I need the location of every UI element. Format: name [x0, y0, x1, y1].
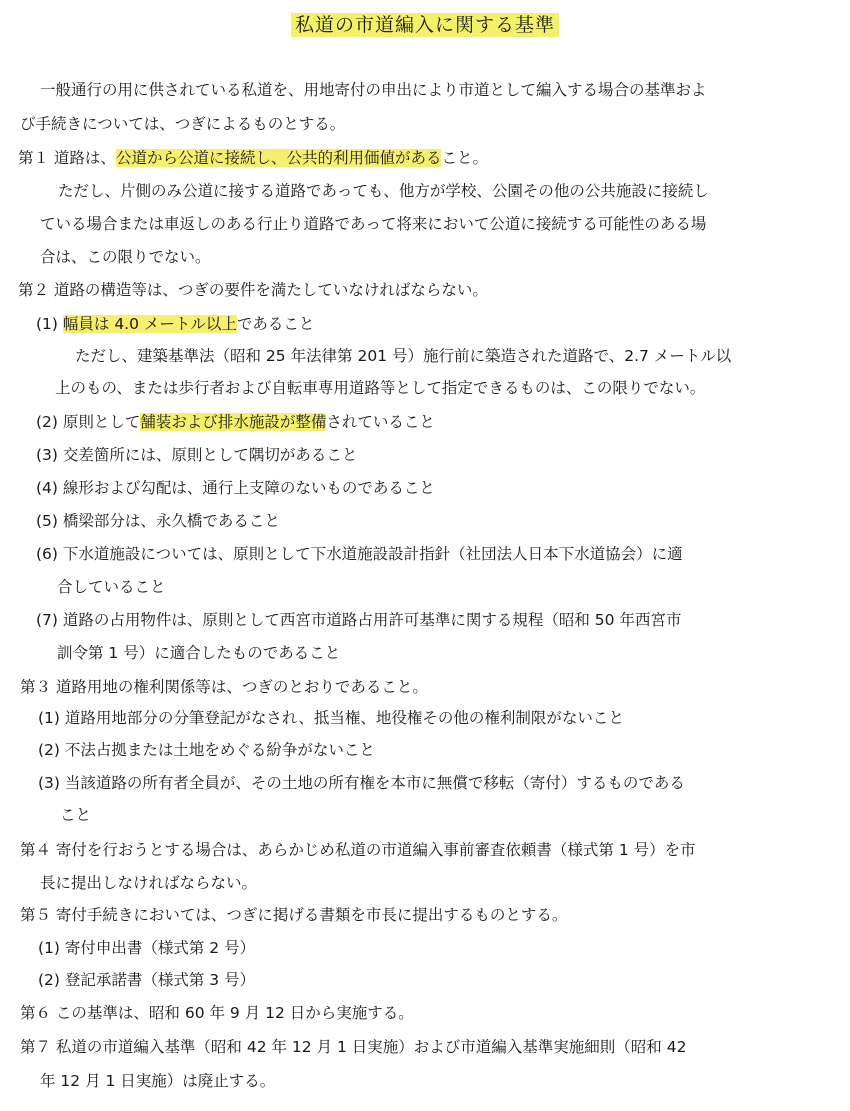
item-1-number: (1)	[36, 315, 63, 333]
article-2-item-1-note-2: 上のもの、または歩行者および自転車専用道路等として指定できるものは、この限りでない。	[55, 379, 706, 397]
article-6: 第６ この基準は、昭和 60 年 9 月 12 日から実施する。	[20, 1004, 414, 1022]
item-1-highlight: 幅員は 4.0 メートル以上	[62, 315, 237, 333]
article-1-suffix: こと。	[441, 149, 488, 167]
article-3-item-3-line-1: (3) 当該道路の所有者全員が、その土地の所有権を本市に無償で移転（寄付）するものである	[38, 774, 685, 792]
article-1	[18, 148, 488, 168]
article-7-line-2: 年 12 月 1 日実施）は廃止する。	[40, 1072, 276, 1090]
article-2-item-5: (5) 橋梁部分は、永久橋であること	[36, 512, 280, 530]
item-2-highlight: 舗装および排水施設が整備	[140, 413, 327, 431]
article-2-item-7-line-1: (7) 道路の占用物件は、原則として西宮市道路占用許可基準に関する規程（昭和 50 年西宮市	[36, 611, 682, 629]
article-1-proviso-line-3: 合は、この限りでない。	[40, 248, 211, 266]
article-3-item-3-line-2: こと	[60, 806, 92, 824]
article-5-heading: 第５ 寄付手続きにおいては、つぎに掲げる書類を市長に提出するものとする。	[20, 906, 568, 924]
article-3-heading: 第３ 道路用地の権利関係等は、つぎのとおりであること。	[20, 678, 428, 696]
article-5-item-2: (2) 登記承諾書（様式第 3 号）	[38, 971, 256, 989]
item-2-prefix: (2) 原則として	[36, 413, 141, 431]
article-2-item-4: (4) 線形および勾配は、通行上支障のないものであること	[36, 479, 435, 497]
intro-line-1: 一般通行の用に供されている私道を、用地寄付の申出により市道として編入する場合の基準およ	[40, 81, 707, 99]
document-title	[0, 10, 850, 37]
item-1-suffix: であること	[236, 315, 315, 333]
article-2-item-2	[36, 412, 435, 432]
item-2-suffix: されていること	[326, 413, 435, 431]
article-3-item-1: (1) 道路用地部分の分筆登記がなされ、抵当権、地役権その他の権利制限がないこと	[38, 709, 624, 727]
article-2-item-7-line-2: 訓令第 1 号）に適合したものであること	[57, 644, 341, 662]
intro-line-2: び手続きについては、つぎによるものとする。	[20, 115, 346, 133]
article-4-line-2: 長に提出しなければならない。	[40, 874, 258, 892]
article-4-line-1: 第４ 寄付を行おうとする場合は、あらかじめ私道の市道編入事前審査依頼書（様式第 1 号）を市	[20, 841, 696, 859]
article-3-item-2: (2) 不法占拠または土地をめぐる紛争がないこと	[38, 741, 375, 759]
article-1-highlight: 公道から公道に接続し、公共的利用価値がある	[115, 149, 442, 167]
article-1-proviso-line-1: ただし、片側のみ公道に接する道路であっても、他方が学校、公園その他の公共施設に接続し	[58, 182, 709, 200]
article-1-proviso-line-2: ている場合または車返しのある行止り道路であって将来において公道に接続する可能性のある場	[40, 215, 707, 233]
article-2-item-1-note-1: ただし、建築基準法（昭和 25 年法律第 201 号）施行前に築造された道路で、2.7 メートル以	[75, 347, 732, 365]
article-2-item-6-line-2: 合していること	[57, 578, 166, 596]
article-2-item-3: (3) 交差箇所には、原則として隅切があること	[36, 446, 358, 464]
title-highlight: 私道の市道編入に関する基準	[291, 13, 559, 37]
article-5-item-1: (1) 寄付申出書（様式第 2 号）	[38, 939, 256, 957]
article-2-item-6-line-1: (6) 下水道施設については、原則として下水道施設設計指針（社団法人日本下水道協会）に適	[36, 545, 683, 563]
article-2-item-1	[36, 314, 314, 334]
article-7-line-1: 第７ 私道の市道編入基準（昭和 42 年 12 月 1 日実施）および市道編入基準実施細則（昭和 42	[20, 1038, 687, 1056]
article-2-heading: 第２ 道路の構造等は、つぎの要件を満たしていなければならない。	[18, 281, 488, 299]
article-1-prefix: 第１ 道路は、	[18, 149, 116, 167]
